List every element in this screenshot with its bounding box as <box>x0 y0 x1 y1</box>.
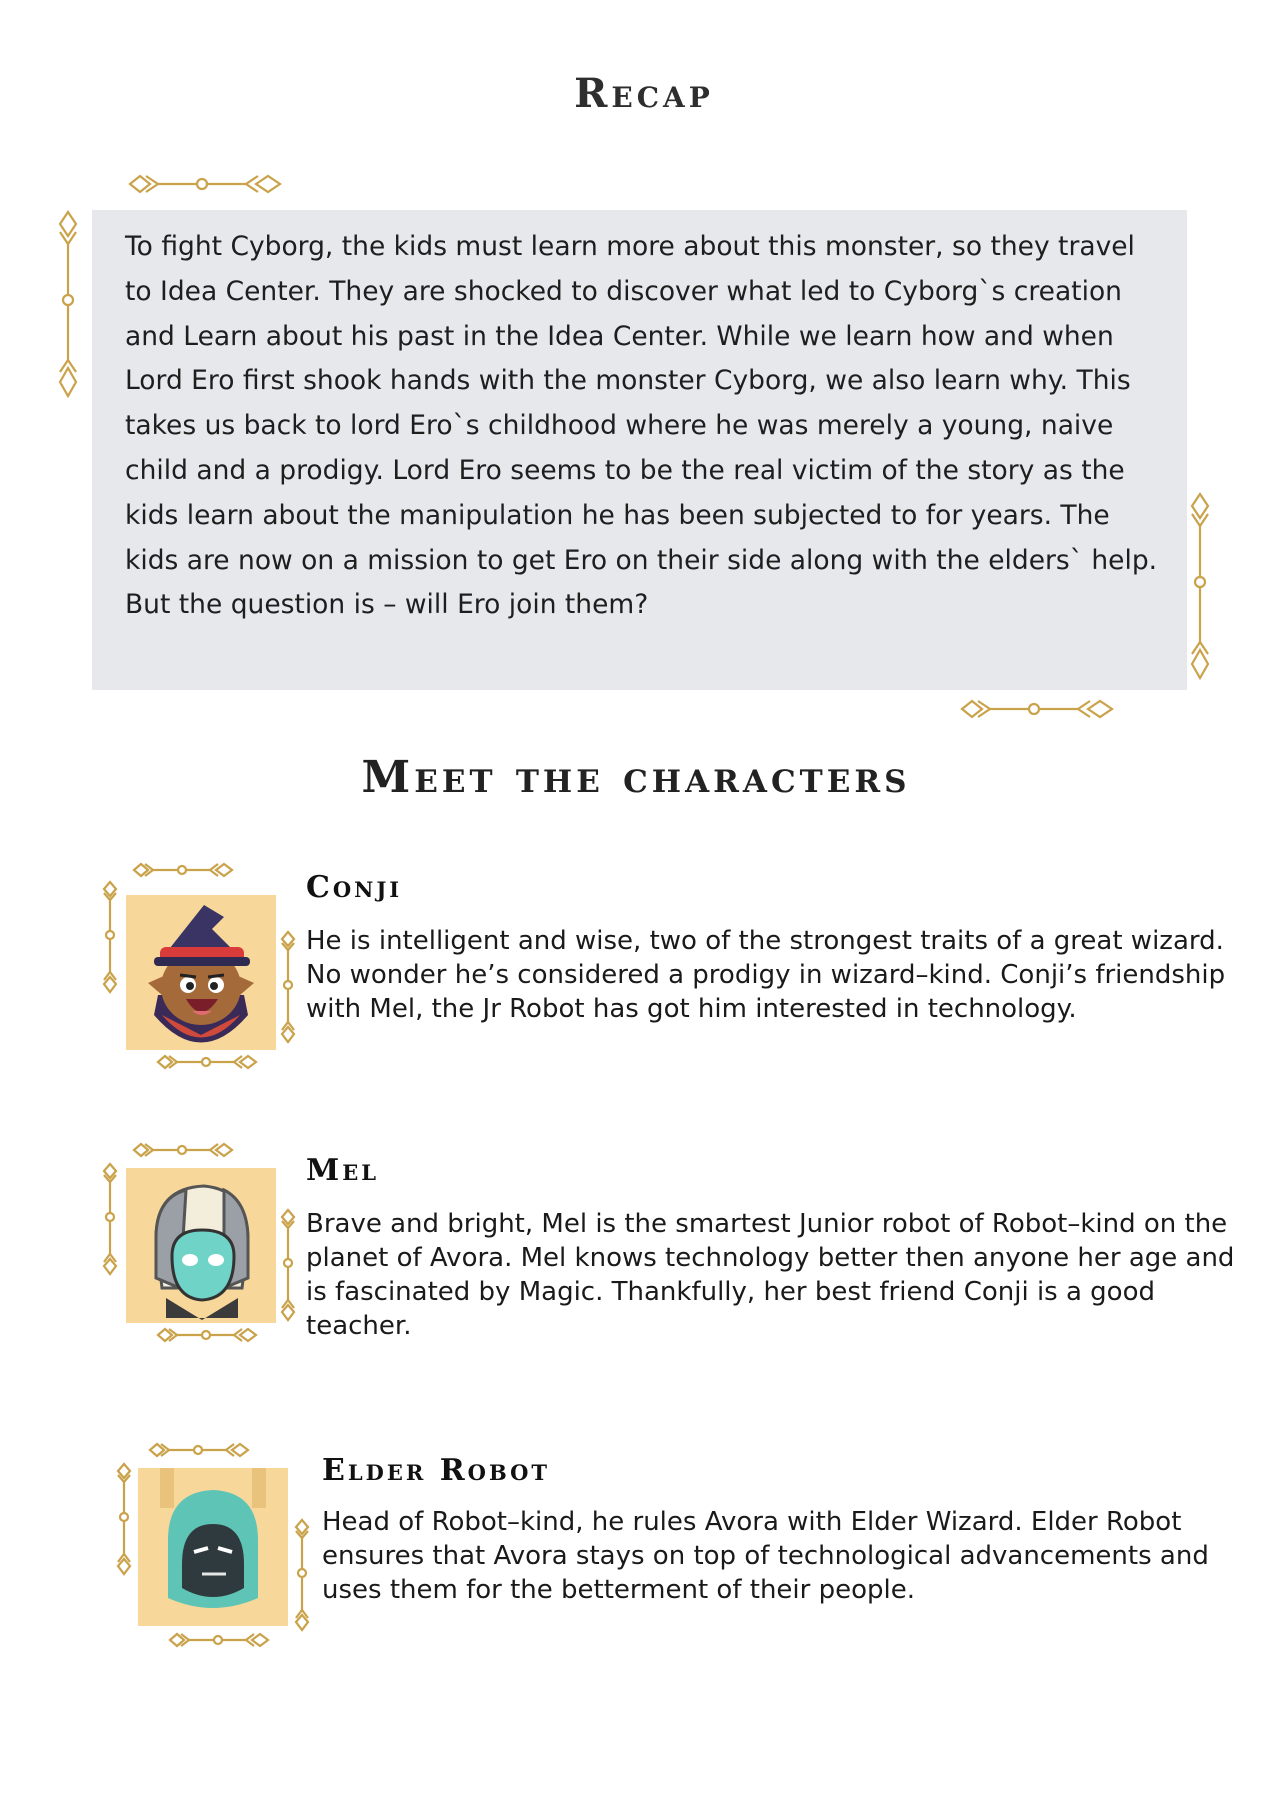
conji-name: Conji <box>306 870 403 905</box>
mel-ornament-bottom-icon <box>156 1325 271 1345</box>
elder-robot-description: Head of Robot–kind, he rules Avora with Elder Wizard. Elder Robot ensures that Avora stays on top of technological advancements and uses them for the betterment of their people. <box>322 1507 1209 1605</box>
conji-ornament-top-icon <box>132 860 247 880</box>
ornament-left-vertical-icon <box>54 210 82 405</box>
wizard-boy-icon <box>126 895 276 1050</box>
conji-portrait <box>126 895 276 1050</box>
elder-ornament-right-icon <box>292 1518 312 1633</box>
elder-robot-name: Elder Robot <box>322 1453 551 1488</box>
ornament-right-vertical-icon <box>1186 492 1214 687</box>
conji-ornament-right-icon <box>278 930 298 1045</box>
characters-title: Meet the characters <box>361 752 911 803</box>
mel-name: Mel <box>306 1153 379 1188</box>
elder-ornament-top-icon <box>148 1440 263 1460</box>
mel-ornament-top-icon <box>132 1140 247 1160</box>
mel-ornament-right-icon <box>278 1208 298 1323</box>
elder-ornament-left-icon <box>114 1462 134 1577</box>
elder-ornament-bottom-icon <box>168 1630 283 1650</box>
mel-portrait <box>126 1168 276 1323</box>
conji-ornament-bottom-icon <box>156 1052 271 1072</box>
ornament-bottom-right-icon <box>960 695 1140 723</box>
mel-description: Brave and bright, Mel is the smartest Junior robot of Robot–kind on the planet of Avora. Mel knows technology better then anyone her age and is fascinated by Magic. Thankfully, her best friend Conji is a good teacher. <box>306 1209 1235 1341</box>
recap-text: To fight Cyborg, the kids must learn more about this monster, so they travel to Idea Center. They are shocked to discover what led to Cyborg`s creation and Learn about his past in the Idea Center. While we learn how and when Lord Ero first shook hands with the monster Cyborg, we also learn why. This takes us back to lord Ero`s childhood where he was merely a young, naive child and a prodigy. Lord Ero seems to be the real victim of the story as the kids learn about the manipulation he has been subjected to for years. The kids are now on a mission to get Ero on their side along with the elders` help. But the question is – will Ero join them? <box>125 231 1158 621</box>
robot-girl-icon <box>126 1168 276 1323</box>
conji-description: He is intelligent and wise, two of the strongest traits of a great wizard. No wonder he’s considered a prodigy in wizard–kind. Conji’s friendship with Mel, the Jr Robot has got him interested in technology. <box>306 926 1226 1024</box>
ornament-top-left-icon <box>128 170 308 198</box>
conji-ornament-left-icon <box>100 880 120 995</box>
recap-title: Recap <box>574 70 714 117</box>
mel-ornament-left-icon <box>100 1162 120 1277</box>
elder-robot-icon <box>138 1468 288 1626</box>
elder-robot-portrait <box>138 1468 288 1626</box>
